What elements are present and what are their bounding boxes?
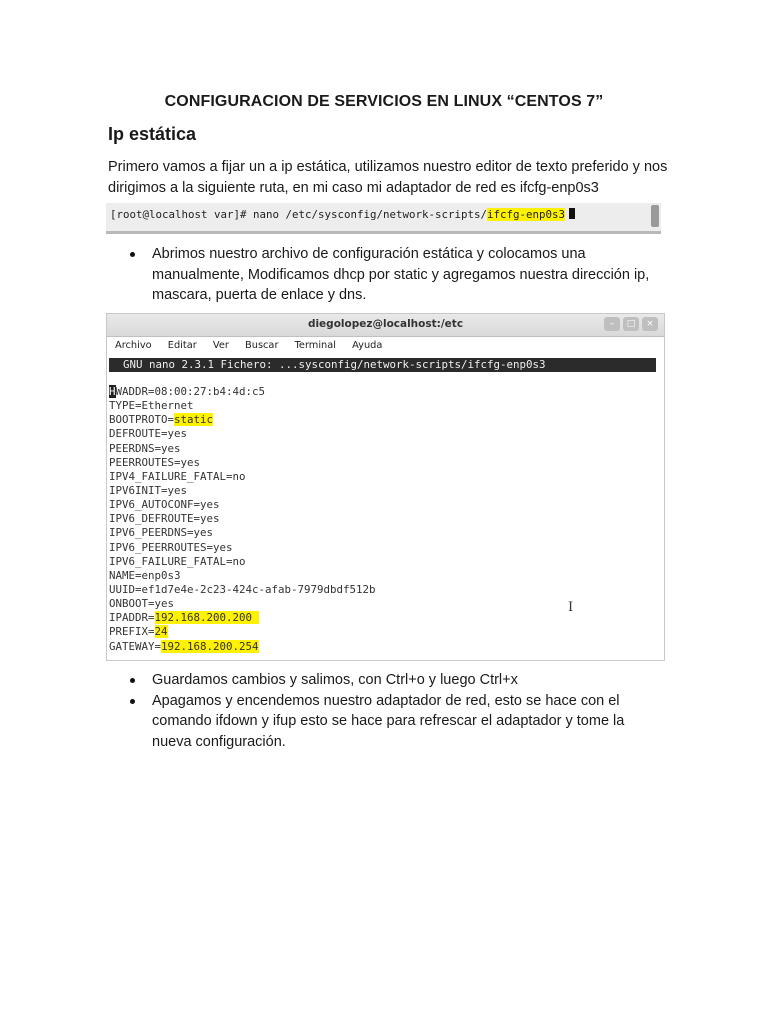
- line-type: TYPE=Ethernet: [109, 399, 194, 413]
- line-bootproto: BOOTPROTO=static: [109, 413, 214, 427]
- gateway-highlight: 192.168.200.254: [161, 639, 259, 653]
- prefix-highlight: 24: [154, 625, 168, 639]
- close-icon: ×: [642, 317, 658, 331]
- command-prefix: [root@localhost var]# nano /etc/sysconfig/network-scripts/: [110, 208, 488, 221]
- menu-archivo: Archivo: [115, 340, 152, 351]
- window-controls: [604, 317, 658, 331]
- nano-header: GNU nano 2.3.1 Fichero: ...sysconfig/network-scripts/ifcfg-enp0s3: [109, 358, 656, 372]
- maximize-icon: □: [623, 317, 639, 331]
- line-gateway: GATEWAY=192.168.200.254: [109, 639, 259, 653]
- scrollbar: [651, 205, 659, 227]
- list-item: Apagamos y encendemos nuestro adaptador de red, esto se hace con el comando ifdown y ifup esto se hace para refrescar el adaptador y tome la nueva configuración.: [130, 691, 660, 753]
- section-heading: Ip estática: [108, 124, 197, 144]
- bullet-list-2: [130, 670, 660, 752]
- ipaddr-highlight: 192.168.200.200: [154, 611, 253, 625]
- menu-ver: Ver: [212, 340, 229, 351]
- list-item: Abrimos nuestro archivo de configuración estática y colocamos una manualmente, Modificamos dhcp por static y agregamos nuestra dirección ip, mascara, puerta de enlace y dns.: [130, 244, 660, 306]
- line-ipv6-autoconf: IPV6_AUTOCONF=yes: [109, 498, 220, 512]
- line-ipv6-defroute: IPV6_DEFROUTE=yes: [109, 512, 220, 526]
- menu-ayuda: Ayuda: [352, 340, 383, 351]
- line-peerdns: PEERDNS=yes: [109, 441, 181, 455]
- command-filename-highlight: ifcfg-enp0s3: [487, 208, 566, 221]
- terminal-cursor: [569, 208, 575, 219]
- terminal-menubar: [115, 340, 395, 351]
- terminal-titlebar: [107, 314, 664, 337]
- shell-command: [110, 208, 575, 221]
- line-defroute: DEFROUTE=yes: [109, 427, 188, 441]
- menu-terminal: Terminal: [294, 340, 336, 351]
- line-ipv6-failure: IPV6_FAILURE_FATAL=no: [109, 554, 246, 568]
- bootproto-highlight: static: [174, 413, 214, 427]
- line-prefix: PREFIX=24: [109, 625, 168, 639]
- config-file-contents: [109, 385, 376, 654]
- command-screenshot: [106, 203, 661, 234]
- text-cursor: H: [109, 385, 116, 398]
- terminal-window: [106, 313, 665, 661]
- line-onboot: ONBOOT=yes: [109, 597, 175, 611]
- bullet-list-1: [130, 244, 660, 306]
- line-uuid: UUID=ef1d7e4e-2c23-424c-afab-7979dbdf512b: [109, 582, 376, 596]
- window-title: diegolopez@localhost:/etc: [307, 318, 464, 330]
- menu-buscar: Buscar: [245, 340, 279, 351]
- minimize-icon: –: [604, 317, 620, 331]
- line-peerroutes: PEERROUTES=yes: [109, 455, 201, 469]
- line-ipaddr: IPADDR=192.168.200.200: [109, 611, 376, 625]
- line-ipv6-peerroutes: IPV6_PEERROUTES=yes: [109, 540, 233, 554]
- intro-paragraph: Primero vamos a fijar un a ip estática, utilizamos nuestro editor de texto preferido y nos dirigimos a la siguiente ruta, en mi caso mi adaptador de red es ifcfg-enp0s3: [108, 159, 668, 196]
- line-name: NAME=enp0s3: [109, 568, 181, 582]
- line-ipv6-peerdns: IPV6_PEERDNS=yes: [109, 526, 214, 540]
- text-cursor-ibeam-icon: I: [568, 600, 574, 615]
- menu-editar: Editar: [167, 340, 197, 351]
- line-ipv6init: IPV6INIT=yes: [109, 483, 188, 497]
- document-title: CONFIGURACION DE SERVICIOS EN LINUX “CENTOS 7”: [164, 93, 604, 110]
- list-item: Guardamos cambios y salimos, con Ctrl+o y luego Ctrl+x: [130, 670, 660, 691]
- line-ipv4-failure: IPV4_FAILURE_FATAL=no: [109, 469, 246, 483]
- line-hwaddr: HWADDR=08:00:27:b4:4d:c5: [109, 385, 266, 398]
